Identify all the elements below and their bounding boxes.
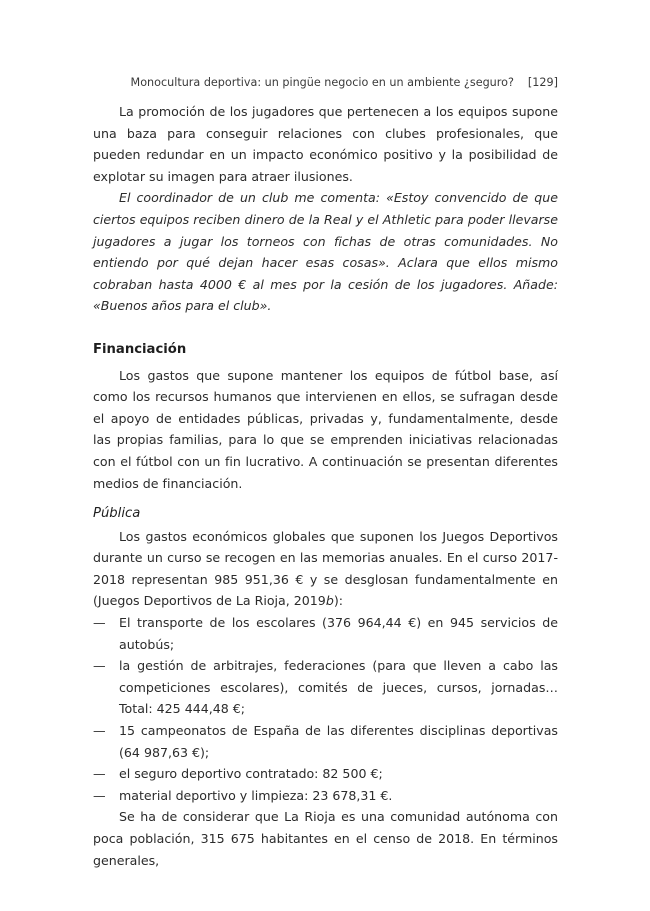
cost-list: [93, 612, 558, 806]
list-item: [93, 785, 558, 807]
paragraph-population: Se ha de considerar que La Rioja es una comunidad autónoma con poca población, 315 675 habitantes en el censo de 2018. En términos generales,: [93, 809, 558, 868]
list-item-text: El transporte de los escolares (376 964,44 €) en 945 servicios de autobús;: [119, 615, 558, 652]
list-item: [93, 655, 558, 720]
section-heading: Financiación: [93, 341, 187, 357]
paragraph-funding-intro: Los gastos que supone mantener los equipos de fútbol base, así como los recursos humanos que intervienen en ellos, se sufragan desde el apoyo de entidades públicas, privadas y, fundamentalmente, desde las propias familias, para lo que se emprenden iniciativas relacionadas con el fútbol con un fin lucrativo. A continuación se presentan diferentes medios de financiación.: [93, 367, 558, 491]
list-item: [93, 763, 558, 785]
list-item: [93, 612, 558, 655]
list-item: [93, 720, 558, 763]
dash-bullet: —: [93, 766, 106, 782]
body-text: [93, 101, 558, 871]
list-item-text: la gestión de arbitrajes, federaciones (para que lleven a cabo las competiciones escolares), comités de jueces, cursos, jornadas… Total: 425 444,48 €;: [119, 658, 558, 717]
list-item-text: 15 campeonatos de España de las diferentes disciplinas deportivas (64 987,63 €);: [119, 723, 558, 760]
paragraph-text-end: ):: [333, 593, 343, 609]
list-item-text: material deportivo y limpieza: 23 678,31 €.: [119, 787, 393, 803]
page-number: [129]: [527, 76, 558, 89]
dash-bullet: —: [93, 723, 106, 739]
list-item-text: el seguro deportivo contratado: 82 500 €;: [119, 766, 383, 782]
dash-bullet: —: [93, 787, 106, 803]
running-title: Monocultura deportiva: un pingüe negocio en un ambiente ¿seguro?: [130, 76, 514, 89]
paragraph-coordinator-quote: El coordinador de un club me comenta: «Estoy convencido de que ciertos equipos reciben dinero de la Real y el Athletic para poder llevarse jugadores a jugar los torneos con fichas de otras comunidades. No entiendo por qué dejan hacer esas cosas». Aclara que ellos mismo cobraban hasta 4000 € al mes por la cesión de los jugadores. Añade: «Buenos años para el club».: [93, 190, 558, 314]
running-header: [93, 76, 558, 89]
citation-suffix: b: [325, 593, 334, 609]
dash-bullet: —: [93, 615, 106, 631]
paragraph-public-costs: [93, 526, 558, 612]
subsection-heading: Pública: [93, 506, 141, 522]
paragraph-promotion: La promoción de los jugadores que pertenecen a los equipos supone una baza para conseguir relaciones con clubes profesionales, que pueden redundar en un impacto económico positivo y la posibilidad de explotar su imagen para atraer ilusiones.: [93, 104, 558, 184]
paragraph-text: Los gastos económicos globales que suponen los Juegos Deportivos durante un curso se recogen en las memorias anuales. En el curso 2017-2018 representan 985 951,36 € y se desglosan fundamentalmente en (Juegos Deportivos de La Rioja, 2019: [93, 528, 558, 609]
dash-bullet: —: [93, 658, 106, 674]
